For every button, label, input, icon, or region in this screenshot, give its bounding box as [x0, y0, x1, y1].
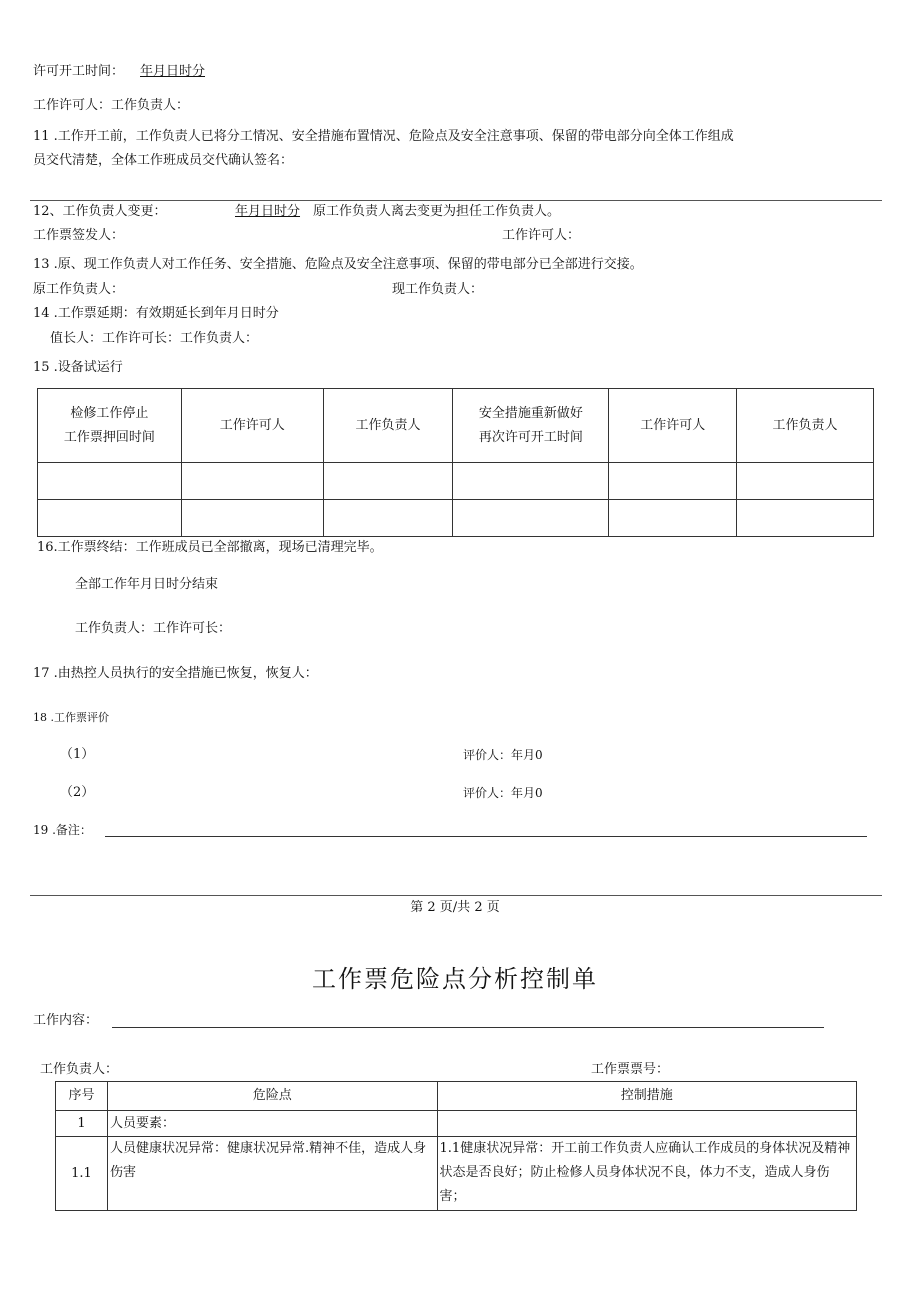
page-number: 第 2 页/共 2 页	[410, 900, 500, 915]
item11-line1: 11 .工作开工前，工作负责人已将分工情况、安全措施布置情况、危险点及安全注意事项、保留的带电部分向全体工作组成	[33, 129, 734, 144]
item17-text: 17 .由热控人员执行的安全措施已恢复，恢复人：	[33, 666, 318, 681]
header-text: 检修工作停止	[70, 405, 149, 421]
cell[interactable]	[609, 463, 737, 500]
header-stop-time	[38, 389, 182, 463]
cell[interactable]	[181, 463, 323, 500]
header-text: 再次许可开工时间	[478, 429, 583, 445]
risk-table	[55, 1081, 857, 1211]
permitter-label: 工作许可人：	[502, 228, 581, 243]
row-risk: 人员健康状况异常：健康状况异常.精神不佳，造成人身伤害	[107, 1137, 437, 1211]
analysis-title: 工作票危险点分析控制单	[312, 965, 598, 993]
leader-label: 工作负责人：	[40, 1062, 119, 1077]
new-leader-label: 现工作负责人：	[392, 282, 484, 297]
table-row	[56, 1111, 857, 1137]
signers-line: 工作许可人：工作负责人：	[33, 98, 190, 113]
eval-2-num: （2）	[60, 785, 95, 800]
cell[interactable]	[38, 463, 182, 500]
header-risk: 危险点	[107, 1082, 437, 1111]
row-no: 1	[56, 1111, 108, 1137]
cell[interactable]	[453, 463, 609, 500]
header-text: 安全措施重新做好	[478, 405, 583, 421]
content-field[interactable]	[112, 1027, 824, 1028]
content-label: 工作内容：	[33, 1013, 99, 1028]
item12-time: 年月日时分	[235, 204, 301, 219]
table-row	[38, 500, 874, 537]
header-leader: 工作负责人	[323, 389, 453, 463]
row-control	[437, 1111, 856, 1137]
remarks-field[interactable]	[105, 836, 867, 837]
item16-text: 16.工作票终结：工作班成员已全部撤离，现场已清理完毕。	[37, 540, 383, 555]
old-leader-label: 原工作负责人：	[33, 282, 125, 297]
item12-label: 12、工作负责人变更：	[33, 204, 167, 219]
header-control: 控制措施	[437, 1082, 856, 1111]
issuer-label: 工作票签发人：	[33, 228, 125, 243]
item14-signers: 值长人：工作许可长：工作负责人：	[50, 331, 259, 346]
row-risk: 人员要素：	[107, 1111, 437, 1137]
item16-end: 全部工作年月日时分结束	[75, 577, 219, 592]
ticket-no-label: 工作票票号：	[591, 1062, 670, 1077]
item16-signers: 工作负责人：工作许可长：	[75, 621, 232, 636]
header-permitter: 工作许可人	[181, 389, 323, 463]
trial-run-table	[37, 388, 874, 537]
header-no: 序号	[56, 1082, 108, 1111]
row-control: 1.1健康状况异常：开工前工作负责人应确认工作成员的身体状况及精神状态是否良好；防止检修人员身体状况不良，体力不支，造成人身伤害；	[437, 1137, 856, 1211]
row-no: 1.1	[56, 1137, 108, 1211]
cell[interactable]	[38, 500, 182, 537]
table-row	[56, 1137, 857, 1211]
item14-text: 14 .工作票延期：有效期延长到年月日时分	[33, 306, 279, 321]
cell[interactable]	[453, 500, 609, 537]
item15-text: 15 .设备试运行	[33, 360, 123, 375]
item12-text: 原工作负责人离去变更为担任工作负责人。	[313, 204, 561, 219]
cell[interactable]	[323, 500, 453, 537]
eval-1-num: （1）	[60, 747, 95, 762]
item11-line2: 员交代清楚，全体工作班成员交代确认签名：	[33, 153, 294, 168]
permit-time-value: 年月日时分	[140, 64, 206, 79]
divider	[30, 200, 882, 201]
header-permitter-2: 工作许可人	[609, 389, 737, 463]
permit-time-label: 许可开工时间：	[33, 64, 125, 79]
cell[interactable]	[181, 500, 323, 537]
table-row	[38, 463, 874, 500]
eval-1-label: 评价人：年月0	[463, 748, 543, 762]
page-divider	[30, 895, 882, 896]
cell[interactable]	[737, 463, 874, 500]
cell[interactable]	[737, 500, 874, 537]
eval-2-label: 评价人：年月0	[463, 786, 543, 800]
header-text: 工作票押回时间	[63, 429, 155, 445]
cell[interactable]	[323, 463, 453, 500]
item18-text: 18 .工作票评价	[33, 711, 109, 724]
header-leader-2: 工作负责人	[737, 389, 874, 463]
cell[interactable]	[609, 500, 737, 537]
item19-text: 19 .备注：	[33, 823, 92, 837]
item13-text: 13 .原、现工作负责人对工作任务、安全措施、危险点及安全注意事项、保留的带电部分已全部进行交接。	[33, 257, 643, 272]
header-restart-time	[453, 389, 609, 463]
